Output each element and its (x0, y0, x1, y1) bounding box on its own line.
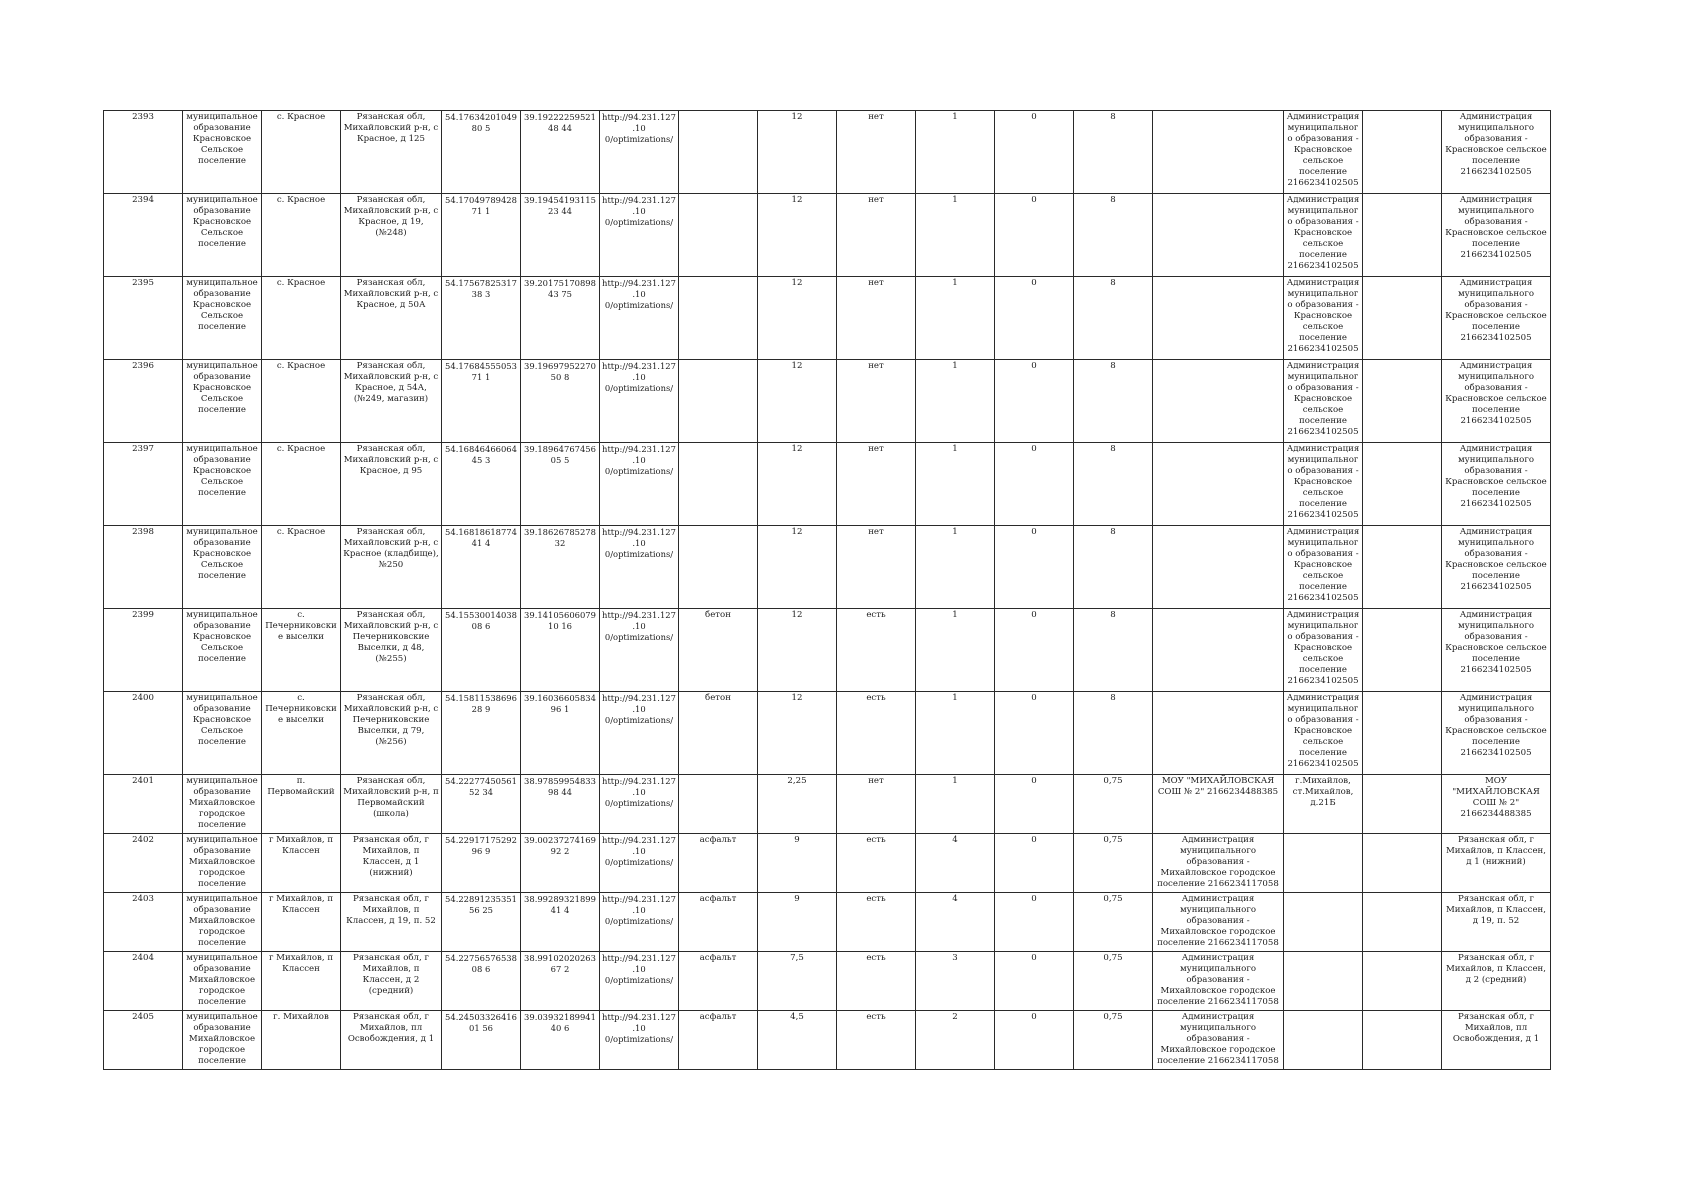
cell-address: Рязанская обл, Михайловский р-н, с Красное, д 95 (341, 443, 442, 526)
cell-count-3: 8 (1074, 609, 1153, 692)
cell-surface: бетон (679, 692, 758, 775)
cell-owner: Администрация муниципального образования - Красновское сельское поселение 2166234102505 (1442, 443, 1551, 526)
cell-address: Рязанская обл, Михайловский р-н, с Красное (кладбище), №250 (341, 526, 442, 609)
cell-num: 2395 (104, 277, 183, 360)
cell-fence: есть (837, 952, 916, 1011)
cell-count-3: 8 (1074, 443, 1153, 526)
cell-num: 2400 (104, 692, 183, 775)
cell-operator: Администрация муниципального образования - Красновское сельское поселение 2166234102505 (1284, 443, 1363, 526)
cell-url: http://94.231.127.10 0/optimizations/ (600, 526, 679, 609)
cell-owner: Администрация муниципального образования - Красновское сельское поселение 2166234102505 (1442, 609, 1551, 692)
cell-address: Рязанская обл, Михайловский р-н, с Печерниковские Выселки, д 48, (№255) (341, 609, 442, 692)
cell-count-3: 8 (1074, 360, 1153, 443)
cell-count-2: 0 (995, 111, 1074, 194)
cell-area: 9 (758, 834, 837, 893)
registry-table (103, 110, 1551, 1070)
cell-count-3: 0,75 (1074, 1011, 1153, 1070)
cell-url: http://94.231.127.10 0/optimizations/ (600, 952, 679, 1011)
cell-owner: Администрация муниципального образования - Красновское сельское поселение 2166234102505 (1442, 277, 1551, 360)
cell-area: 12 (758, 526, 837, 609)
cell-url: http://94.231.127.10 0/optimizations/ (600, 1011, 679, 1070)
cell-url: http://94.231.127.10 0/optimizations/ (600, 609, 679, 692)
cell-url: http://94.231.127.10 0/optimizations/ (600, 775, 679, 834)
cell-count-2: 0 (995, 952, 1074, 1011)
cell-operator: Администрация муниципального образования - Красновское сельское поселение 2166234102505 (1284, 111, 1363, 194)
cell-num: 2398 (104, 526, 183, 609)
cell-url: http://94.231.127.10 0/optimizations/ (600, 443, 679, 526)
cell-longitude: 39.0023727416992 2 (521, 834, 600, 893)
cell-count-1: 1 (916, 111, 995, 194)
cell-longitude: 39.1922225952148 44 (521, 111, 600, 194)
cell-surface: асфальт (679, 1011, 758, 1070)
cell-latitude: 54.2227745056152 34 (442, 775, 521, 834)
cell-empty (1363, 1011, 1442, 1070)
cell-empty (1363, 834, 1442, 893)
cell-address: Рязанская обл, г Михайлов, пл Освобождения, д 1 (341, 1011, 442, 1070)
cell-num: 2397 (104, 443, 183, 526)
cell-url: http://94.231.127.10 0/optimizations/ (600, 834, 679, 893)
cell-entity: муниципальное образование Красновское Сельское поселение (183, 526, 262, 609)
cell-count-2: 0 (995, 360, 1074, 443)
cell-longitude: 39.1603660583496 1 (521, 692, 600, 775)
cell-area: 12 (758, 609, 837, 692)
cell-url: http://94.231.127.10 0/optimizations/ (600, 360, 679, 443)
cell-operator (1284, 834, 1363, 893)
cell-locality: г Михайлов, п Классен (262, 952, 341, 1011)
cell-count-3: 8 (1074, 111, 1153, 194)
cell-surface (679, 775, 758, 834)
table-row (104, 1011, 1551, 1070)
cell-empty (1363, 277, 1442, 360)
cell-area: 12 (758, 111, 837, 194)
cell-longitude: 39.0393218994140 6 (521, 1011, 600, 1070)
cell-surface: бетон (679, 609, 758, 692)
cell-count-3: 8 (1074, 692, 1153, 775)
cell-count-3: 8 (1074, 277, 1153, 360)
cell-url: http://94.231.127.10 0/optimizations/ (600, 692, 679, 775)
cell-address: Рязанская обл, Михайловский р-н, с Красное, д 50А (341, 277, 442, 360)
cell-locality: с. Красное (262, 360, 341, 443)
cell-surface: асфальт (679, 834, 758, 893)
cell-address: Рязанская обл, г Михайлов, п Классен, д 1 (нижний) (341, 834, 442, 893)
cell-entity: муниципальное образование Михайловское городское поселение (183, 1011, 262, 1070)
cell-count-1: 4 (916, 834, 995, 893)
cell-owner: Администрация муниципального образования - Красновское сельское поселение 2166234102505 (1442, 360, 1551, 443)
cell-empty (1363, 952, 1442, 1011)
cell-count-2: 0 (995, 194, 1074, 277)
cell-url: http://94.231.127.10 0/optimizations/ (600, 111, 679, 194)
cell-count-2: 0 (995, 893, 1074, 952)
cell-holder (1153, 277, 1284, 360)
cell-count-2: 0 (995, 775, 1074, 834)
registry-body (104, 111, 1551, 1070)
cell-empty (1363, 360, 1442, 443)
cell-count-2: 0 (995, 1011, 1074, 1070)
cell-count-3: 8 (1074, 194, 1153, 277)
cell-url: http://94.231.127.10 0/optimizations/ (600, 277, 679, 360)
cell-entity: муниципальное образование Красновское Сельское поселение (183, 111, 262, 194)
cell-locality: с. Красное (262, 111, 341, 194)
cell-url: http://94.231.127.10 0/optimizations/ (600, 194, 679, 277)
cell-num: 2403 (104, 893, 183, 952)
cell-count-2: 0 (995, 277, 1074, 360)
cell-empty (1363, 692, 1442, 775)
cell-holder (1153, 111, 1284, 194)
cell-count-1: 1 (916, 775, 995, 834)
table-row (104, 952, 1551, 1011)
cell-num: 2401 (104, 775, 183, 834)
cell-area: 2,25 (758, 775, 837, 834)
cell-surface: асфальт (679, 893, 758, 952)
cell-longitude: 38.9910202026367 2 (521, 952, 600, 1011)
cell-empty (1363, 609, 1442, 692)
cell-area: 12 (758, 692, 837, 775)
cell-locality: с. Красное (262, 443, 341, 526)
cell-count-2: 0 (995, 692, 1074, 775)
cell-count-2: 0 (995, 526, 1074, 609)
cell-area: 7,5 (758, 952, 837, 1011)
cell-operator: Администрация муниципального образования - Красновское сельское поселение 2166234102505 (1284, 360, 1363, 443)
cell-empty (1363, 443, 1442, 526)
cell-longitude: 39.1862678527832 (521, 526, 600, 609)
cell-longitude: 39.2017517089843 75 (521, 277, 600, 360)
cell-owner: Рязанская обл, г Михайлов, п Классен, д 2 (средний) (1442, 952, 1551, 1011)
cell-area: 12 (758, 360, 837, 443)
cell-num: 2405 (104, 1011, 183, 1070)
cell-holder (1153, 692, 1284, 775)
cell-holder (1153, 194, 1284, 277)
cell-fence: нет (837, 443, 916, 526)
cell-surface (679, 111, 758, 194)
cell-fence: нет (837, 194, 916, 277)
cell-empty (1363, 893, 1442, 952)
cell-count-3: 0,75 (1074, 775, 1153, 834)
cell-area: 12 (758, 194, 837, 277)
cell-entity: муниципальное образование Красновское Сельское поселение (183, 360, 262, 443)
cell-locality: г Михайлов, п Классен (262, 893, 341, 952)
cell-address: Рязанская обл, г Михайлов, п Классен, д 19, п. 52 (341, 893, 442, 952)
cell-entity: муниципальное образование Михайловское городское поселение (183, 893, 262, 952)
table-row (104, 360, 1551, 443)
cell-operator: Администрация муниципального образования - Красновское сельское поселение 2166234102505 (1284, 526, 1363, 609)
cell-locality: г. Михайлов (262, 1011, 341, 1070)
cell-url: http://94.231.127.10 0/optimizations/ (600, 893, 679, 952)
cell-latitude: 54.1553001403808 6 (442, 609, 521, 692)
cell-count-1: 1 (916, 692, 995, 775)
cell-area: 4,5 (758, 1011, 837, 1070)
cell-locality: п. Первомайский (262, 775, 341, 834)
cell-longitude: 38.9928932189941 4 (521, 893, 600, 952)
cell-address: Рязанская обл, г Михайлов, п Классен, д 2 (средний) (341, 952, 442, 1011)
cell-num: 2404 (104, 952, 183, 1011)
cell-count-1: 1 (916, 277, 995, 360)
cell-owner: Администрация муниципального образования - Красновское сельское поселение 2166234102505 (1442, 194, 1551, 277)
cell-latitude: 54.2289123535156 25 (442, 893, 521, 952)
cell-entity: муниципальное образование Красновское Сельское поселение (183, 194, 262, 277)
cell-latitude: 54.2450332641601 56 (442, 1011, 521, 1070)
cell-latitude: 54.1681861877441 4 (442, 526, 521, 609)
cell-owner: МОУ "МИХАЙЛОВСКАЯ СОШ № 2" 2166234488385 (1442, 775, 1551, 834)
cell-holder (1153, 609, 1284, 692)
cell-locality: с. Печерниковские выселки (262, 692, 341, 775)
cell-address: Рязанская обл, Михайловский р-н, с Красное, д 54А, (№249, магазин) (341, 360, 442, 443)
table-row (104, 834, 1551, 893)
cell-area: 9 (758, 893, 837, 952)
cell-latitude: 54.1581153869628 9 (442, 692, 521, 775)
cell-area: 12 (758, 277, 837, 360)
cell-address: Рязанская обл, Михайловский р-н, с Красное, д 125 (341, 111, 442, 194)
cell-operator (1284, 952, 1363, 1011)
cell-entity: муниципальное образование Красновское Сельское поселение (183, 609, 262, 692)
cell-entity: муниципальное образование Михайловское городское поселение (183, 952, 262, 1011)
cell-fence: нет (837, 111, 916, 194)
cell-num: 2394 (104, 194, 183, 277)
cell-count-3: 0,75 (1074, 893, 1153, 952)
cell-empty (1363, 111, 1442, 194)
table-row (104, 775, 1551, 834)
cell-num: 2402 (104, 834, 183, 893)
cell-count-2: 0 (995, 609, 1074, 692)
cell-operator: г.Михайлов, ст.Михайлов, д.21Б (1284, 775, 1363, 834)
cell-latitude: 54.1704978942871 1 (442, 194, 521, 277)
cell-count-2: 0 (995, 834, 1074, 893)
table-row (104, 443, 1551, 526)
cell-holder: Администрация муниципального образования - Михайловское городское поселение 2166234117058 (1153, 952, 1284, 1011)
cell-count-1: 4 (916, 893, 995, 952)
cell-latitude: 54.2291717529296 9 (442, 834, 521, 893)
cell-entity: муниципальное образование Красновское Сельское поселение (183, 692, 262, 775)
cell-entity: муниципальное образование Красновское Сельское поселение (183, 443, 262, 526)
cell-latitude: 54.1684646606445 3 (442, 443, 521, 526)
table-row (104, 692, 1551, 775)
cell-operator (1284, 1011, 1363, 1070)
cell-fence: нет (837, 775, 916, 834)
table-row (104, 194, 1551, 277)
cell-latitude: 54.1756782531738 3 (442, 277, 521, 360)
cell-fence: есть (837, 692, 916, 775)
cell-empty (1363, 775, 1442, 834)
cell-fence: есть (837, 1011, 916, 1070)
cell-count-3: 0,75 (1074, 952, 1153, 1011)
cell-holder: МОУ "МИХАЙЛОВСКАЯ СОШ № 2" 2166234488385 (1153, 775, 1284, 834)
cell-fence: есть (837, 609, 916, 692)
table-row (104, 609, 1551, 692)
cell-owner: Рязанская обл, г Михайлов, п Классен, д 1 (нижний) (1442, 834, 1551, 893)
cell-entity: муниципальное образование Михайловское городское поселение (183, 775, 262, 834)
cell-count-1: 1 (916, 526, 995, 609)
cell-surface (679, 194, 758, 277)
cell-latitude: 54.1763420104980 5 (442, 111, 521, 194)
cell-owner: Администрация муниципального образования - Красновское сельское поселение 2166234102505 (1442, 111, 1551, 194)
cell-count-2: 0 (995, 443, 1074, 526)
cell-longitude: 39.1896476745605 5 (521, 443, 600, 526)
cell-fence: нет (837, 277, 916, 360)
cell-count-3: 8 (1074, 526, 1153, 609)
cell-locality: с. Красное (262, 277, 341, 360)
cell-holder: Администрация муниципального образования - Михайловское городское поселение 2166234117058 (1153, 834, 1284, 893)
cell-owner: Рязанская обл, г Михайлов, п Классен, д 19, п. 52 (1442, 893, 1551, 952)
cell-entity: муниципальное образование Красновское Сельское поселение (183, 277, 262, 360)
cell-fence: нет (837, 360, 916, 443)
cell-empty (1363, 194, 1442, 277)
cell-operator: Администрация муниципального образования - Красновское сельское поселение 2166234102505 (1284, 277, 1363, 360)
cell-address: Рязанская обл, Михайловский р-н, с Красное, д 19, (№248) (341, 194, 442, 277)
cell-fence: нет (837, 526, 916, 609)
cell-latitude: 54.2275657653808 6 (442, 952, 521, 1011)
cell-holder (1153, 360, 1284, 443)
cell-surface (679, 360, 758, 443)
cell-address: Рязанская обл, Михайловский р-н, с Печерниковские Выселки, д 79, (№256) (341, 692, 442, 775)
cell-num: 2399 (104, 609, 183, 692)
table-row (104, 526, 1551, 609)
cell-longitude: 39.1969795227050 8 (521, 360, 600, 443)
cell-owner: Администрация муниципального образования - Красновское сельское поселение 2166234102505 (1442, 692, 1551, 775)
cell-surface (679, 526, 758, 609)
cell-count-1: 1 (916, 609, 995, 692)
table-row (104, 277, 1551, 360)
cell-count-1: 1 (916, 194, 995, 277)
table-row (104, 111, 1551, 194)
cell-fence: есть (837, 893, 916, 952)
cell-longitude: 39.1945419311523 44 (521, 194, 600, 277)
cell-count-1: 3 (916, 952, 995, 1011)
cell-locality: с. Красное (262, 194, 341, 277)
table-row (104, 893, 1551, 952)
cell-surface: асфальт (679, 952, 758, 1011)
cell-surface (679, 277, 758, 360)
cell-area: 12 (758, 443, 837, 526)
cell-entity: муниципальное образование Михайловское городское поселение (183, 834, 262, 893)
cell-longitude: 38.9785995483398 44 (521, 775, 600, 834)
cell-latitude: 54.1768455505371 1 (442, 360, 521, 443)
cell-owner: Рязанская обл, г Михайлов, пл Освобождения, д 1 (1442, 1011, 1551, 1070)
cell-locality: с. Красное (262, 526, 341, 609)
cell-count-1: 2 (916, 1011, 995, 1070)
cell-operator: Администрация муниципального образования - Красновское сельское поселение 2166234102505 (1284, 194, 1363, 277)
cell-count-3: 0,75 (1074, 834, 1153, 893)
cell-empty (1363, 526, 1442, 609)
cell-locality: с. Печерниковские выселки (262, 609, 341, 692)
cell-holder: Администрация муниципального образования - Михайловское городское поселение 2166234117058 (1153, 893, 1284, 952)
cell-locality: г Михайлов, п Классен (262, 834, 341, 893)
cell-surface (679, 443, 758, 526)
cell-owner: Администрация муниципального образования - Красновское сельское поселение 2166234102505 (1442, 526, 1551, 609)
cell-operator: Администрация муниципального образования - Красновское сельское поселение 2166234102505 (1284, 609, 1363, 692)
cell-count-1: 1 (916, 443, 995, 526)
cell-holder (1153, 526, 1284, 609)
cell-count-1: 1 (916, 360, 995, 443)
cell-address: Рязанская обл, Михайловский р-н, п Первомайский (школа) (341, 775, 442, 834)
cell-longitude: 39.1410560607910 16 (521, 609, 600, 692)
cell-fence: есть (837, 834, 916, 893)
cell-operator: Администрация муниципального образования - Красновское сельское поселение 2166234102505 (1284, 692, 1363, 775)
cell-holder: Администрация муниципального образования - Михайловское городское поселение 2166234117058 (1153, 1011, 1284, 1070)
cell-num: 2396 (104, 360, 183, 443)
cell-num: 2393 (104, 111, 183, 194)
cell-holder (1153, 443, 1284, 526)
cell-operator (1284, 893, 1363, 952)
